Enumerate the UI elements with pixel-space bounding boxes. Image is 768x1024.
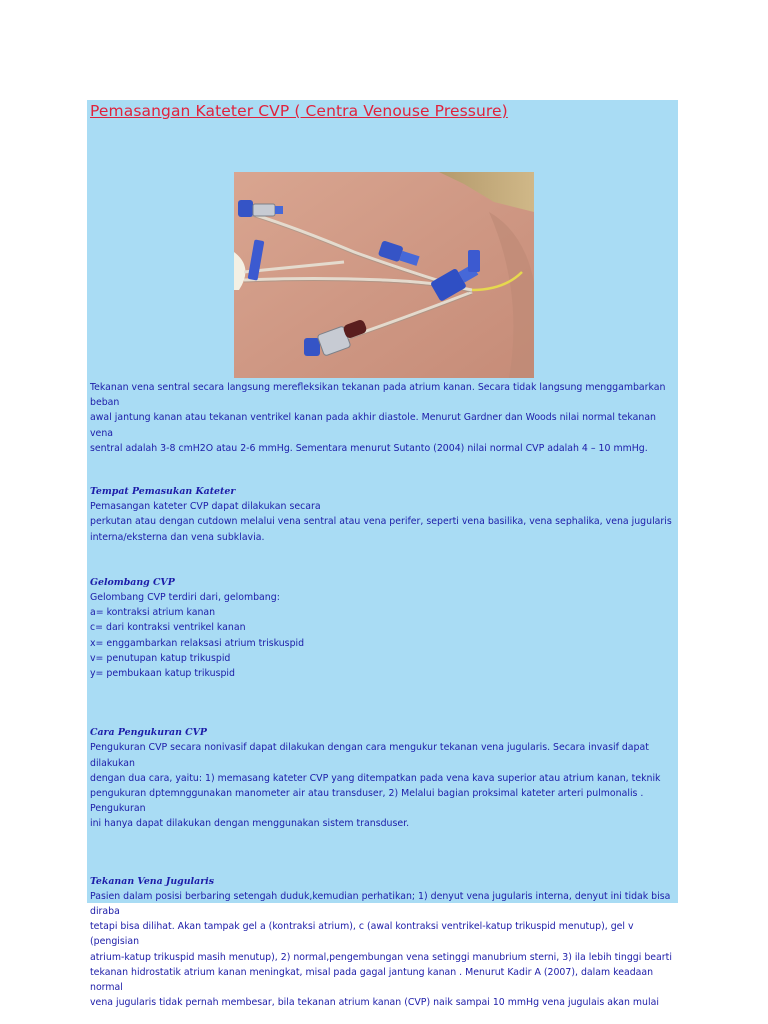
section-line: dengan dua cara, yaitu: 1) memasang kateter CVP yang ditempatkan pada vena kava superior atau atrium kanan, teknik: [90, 772, 661, 784]
cvp-catheter-illustration: [234, 172, 534, 378]
page-title: Pemasangan Kateter CVP ( Centra Venouse Pressure): [90, 102, 508, 120]
intro-line: sentral adalah 3-8 cmH2O atau 2-6 mmHg. Sementara menurut Sutanto (2004) nilai normal CVP adalah 4 – 10 mmHg.: [90, 442, 648, 454]
section-line: interna/eksterna dan vena subklavia.: [90, 531, 265, 543]
section-line: v= penutupan katup trikuspid: [90, 652, 231, 664]
section-line: tekanan hidrostatik atrium kanan meningkat, misal pada gagal jantung kanan . Menurut Kadir A (2007), dalam keadaan normal: [90, 966, 654, 994]
section-line: x= enggambarkan relaksasi atrium triskuspid: [90, 637, 305, 649]
section-line: pengukuran dptemnggunakan manometer air atau transduser, 2) Melalui bagian proksimal kateter arteri pulmonalis . Pengukuran: [90, 788, 644, 815]
section-line: a= kontraksi atrium kanan: [90, 607, 216, 619]
section-line: Pasien dalam posisi berbaring setengah duduk,kemudian perhatikan; 1) denyut vena jugularis interna, denyut ini tidak bisa diraba: [90, 890, 671, 918]
section-line: ini hanya dapat dilakukan dengan menggunakan sistem transduser.: [90, 818, 410, 830]
section-line: Pemasangan kateter CVP dapat dilakukan secara: [90, 501, 321, 513]
section-line: perkutan atau dengan cutdown melalui vena sentral atau vena perifer, seperti vena basilika, vena sephalika, vena jugularis: [90, 516, 672, 528]
section-line: c= dari kontraksi ventrikel kanan: [90, 622, 246, 634]
section-heading: Tekanan Vena Jugularis: [90, 875, 214, 887]
catheter-photo: [234, 172, 534, 378]
section-heading: Cara Pengukuran CVP: [90, 727, 207, 739]
section-line: Pengukuran CVP secara nonivasif dapat dilakukan dengan cara mengukur tekanan vena jugularis. Secara invasif dapat dilakukan: [90, 742, 649, 769]
article-body: [90, 380, 676, 1011]
section-heading: Tempat Pemasukan Kateter: [90, 486, 236, 498]
section-line: atrium-katup trikuspid masih menutup), 2) normal,pengembungan vena setinggi manubrium sterni, 3) ila lebih tinggi bearti: [90, 951, 672, 963]
section-line: Gelombang CVP terdiri dari, gelombang:: [90, 592, 280, 604]
intro-line: awal jantung kanan atau tekanan ventrikel kanan pada akhir diastole. Menurut Gardner dan Woods nilai normal tekanan vena: [90, 412, 657, 439]
intro-line: Tekanan vena sentral secara langsung merefleksikan tekanan pada atrium kanan. Secara tidak langsung menggambarkan beban: [90, 382, 666, 409]
section-line: y= pembukaan katup trikuspid: [90, 668, 235, 680]
section-line: vena jugularis tidak pernah membesar, bila tekanan atrium kanan (CVP) naik sampai 10 mmHg vena jugulais akan mulai: [90, 997, 659, 1009]
document-panel: [87, 100, 678, 1009]
section-heading: Gelombang CVP: [90, 576, 175, 588]
section-line: tetapi bisa dilihat. Akan tampak gel a (kontraksi atrium), c (awal kontraksi ventrikel-katup trikuspid menutup), gel v (pengisian: [90, 921, 634, 948]
